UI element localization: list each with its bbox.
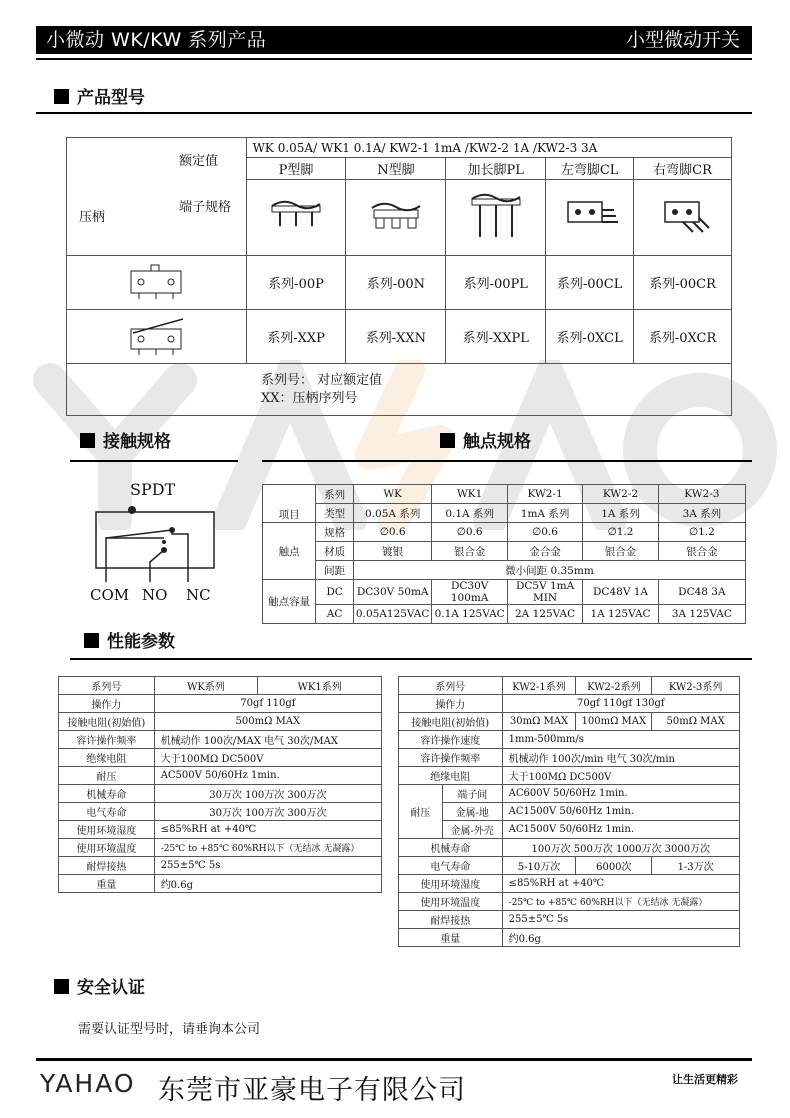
perf-label: 使用环境温度 <box>399 893 503 911</box>
handle-label: 压柄 <box>79 210 106 225</box>
perf-label: 操作力 <box>59 695 155 713</box>
section-title-performance: 性能参数 <box>84 632 175 652</box>
perf-sublabel: 金属-地 <box>442 803 502 821</box>
perf-value: AC600V 50/60Hz 1min. <box>502 785 739 803</box>
section-rule <box>36 112 752 114</box>
cr-terminal-image <box>634 180 732 256</box>
gap-value: 微小间距 0.35mm <box>353 561 745 580</box>
section-rule <box>70 658 752 660</box>
perf-value: 100mΩ MAX <box>576 713 652 731</box>
square-bullet-icon <box>84 633 99 648</box>
rated-label: 额定值 <box>179 154 219 169</box>
performance-table-left <box>58 676 382 893</box>
type-value: 0.05A 系列 <box>353 504 432 523</box>
section-title-model: 产品型号 <box>54 88 145 108</box>
square-bullet-icon <box>80 433 95 448</box>
type-value: 1mA 系列 <box>507 504 582 523</box>
series-value: KW2-3 <box>658 485 745 504</box>
ac-value: 3A 125VAC <box>658 605 745 624</box>
ac-label: AC <box>316 605 354 624</box>
perf-value: 50mΩ MAX <box>652 713 740 731</box>
perf-label: 机械寿命 <box>399 839 503 857</box>
perf-header: KW2-2系列 <box>576 677 652 695</box>
perf-value: 约0.6g <box>154 875 381 893</box>
model-code: 系列-0XCR <box>634 310 732 364</box>
perf-value: AC1500V 50/60Hz 1min. <box>502 803 739 821</box>
perf-header: KW2-3系列 <box>652 677 740 695</box>
section-rule <box>70 460 238 462</box>
perf-header: 系列号 <box>399 677 503 695</box>
spec-value: ∅0.6 <box>432 523 507 542</box>
perf-value: 大于100MΩ DC500V <box>502 767 739 785</box>
type-label: 类型 <box>316 504 354 523</box>
no-label: NO <box>142 586 168 604</box>
terminal-type: P型脚 <box>246 158 346 180</box>
terminal-type: N型脚 <box>346 158 446 180</box>
ac-value: 0.05A125VAC <box>353 605 432 624</box>
header-right-title: 小型微动开关 <box>625 29 740 51</box>
header-bar <box>36 26 752 54</box>
pl-terminal-image <box>446 180 546 256</box>
perf-label: 使用环境温度 <box>59 839 155 857</box>
header-divider <box>36 58 752 60</box>
company-logo: YAHAO <box>40 1069 136 1098</box>
section-title-safety: 安全认证 <box>54 978 145 998</box>
perf-value: 5-10万次 <box>502 857 576 875</box>
perf-label: 操作力 <box>399 695 503 713</box>
perf-sublabel: 端子间 <box>442 785 502 803</box>
perf-value: 6000次 <box>576 857 652 875</box>
perf-label: 接触电阻(初始值) <box>399 713 503 731</box>
perf-value: 约0.6g <box>502 929 739 947</box>
series-value: WK <box>353 485 432 504</box>
perf-value: 30万次 100万次 300万次 <box>154 785 381 803</box>
switch-image-lever <box>67 310 247 364</box>
perf-value: AC1500V 50/60Hz 1min. <box>502 821 739 839</box>
model-code: 系列-00N <box>346 256 446 310</box>
model-code: 系列-XXP <box>246 310 346 364</box>
switch-image-plain <box>67 256 247 310</box>
p-terminal-image <box>246 180 346 256</box>
material-label: 材质 <box>316 542 354 561</box>
perf-label: 耐压 <box>399 785 443 839</box>
section-title-contact: 接触规格 <box>80 432 171 452</box>
material-value: 银合金 <box>583 542 658 561</box>
dc-value: DC48V 1A <box>583 580 658 605</box>
perf-value: AC500V 50/60Hz 1min. <box>154 767 381 785</box>
dc-value: DC30V 100mA <box>432 580 507 605</box>
cl-terminal-image <box>546 180 634 256</box>
slogan: 让生活更精彩 <box>672 1073 738 1086</box>
item-label: 项目 <box>263 485 316 523</box>
spec-value: ∅1.2 <box>583 523 658 542</box>
perf-label: 重量 <box>59 875 155 893</box>
material-value: 金合金 <box>507 542 582 561</box>
contact-label: 触点 <box>263 523 316 580</box>
spec-value: ∅0.6 <box>353 523 432 542</box>
series-value: WK1 <box>432 485 507 504</box>
perf-value: 大于100MΩ DC500V <box>154 749 381 767</box>
gap-label: 间距 <box>316 561 354 580</box>
type-value: 3A 系列 <box>658 504 745 523</box>
model-code: 系列-XXPL <box>446 310 546 364</box>
perf-label: 机械寿命 <box>59 785 155 803</box>
perf-label: 绝缘电阻 <box>59 749 155 767</box>
perf-label: 耐压 <box>59 767 155 785</box>
perf-value: 1-3万次 <box>652 857 740 875</box>
model-table <box>66 137 732 416</box>
dc-value: DC48 3A <box>658 580 745 605</box>
model-note: 系列号： 对应额定值 XX：压柄序列号 <box>67 364 732 416</box>
perf-header: 系列号 <box>59 677 155 695</box>
square-bullet-icon <box>54 979 69 994</box>
perf-label: 接触电阻(初始值) <box>59 713 155 731</box>
dc-label: DC <box>316 580 354 605</box>
company-name: 东莞市亚豪电子有限公司 <box>158 1075 466 1106</box>
perf-value: -25℃ to +85℃ 60%RH以下（无结冰 无凝露） <box>502 893 739 911</box>
perf-value: 机械动作 100次/min 电气 30次/min <box>502 749 739 767</box>
terminal-label: 端子规格 <box>179 200 232 215</box>
perf-value: 255±5℃ 5s <box>154 857 381 875</box>
capacity-label: 触点容量 <box>263 580 316 624</box>
perf-header: WK1系列 <box>258 677 382 695</box>
n-terminal-image <box>346 180 446 256</box>
nc-label: NC <box>186 586 211 604</box>
model-code: 系列-0XCL <box>546 310 634 364</box>
model-code: 系列-00CR <box>634 256 732 310</box>
model-header-cell <box>67 138 247 256</box>
perf-label: 电气寿命 <box>59 803 155 821</box>
spec-value: ∅0.6 <box>507 523 582 542</box>
square-bullet-icon <box>54 89 69 104</box>
perf-value: -25℃ to +85℃ 60%RH以下（无结冰 无凝露） <box>154 839 381 857</box>
perf-value: 30mΩ MAX <box>502 713 576 731</box>
perf-label: 耐焊接热 <box>399 911 503 929</box>
perf-label: 电气寿命 <box>399 857 503 875</box>
model-code: 系列-00CL <box>546 256 634 310</box>
section-title-contact-point: 触点规格 <box>440 432 531 452</box>
footer-divider <box>36 1058 752 1061</box>
spdt-title: SPDT <box>130 480 176 499</box>
perf-label: 绝缘电阻 <box>399 767 503 785</box>
perf-value: 100万次 500万次 1000万次 3000万次 <box>502 839 739 857</box>
perf-label: 重量 <box>399 929 503 947</box>
perf-label: 使用环境湿度 <box>399 875 503 893</box>
type-value: 1A 系列 <box>583 504 658 523</box>
perf-value: 70gf 110gf 130gf <box>502 695 739 713</box>
perf-sublabel: 金属-外壳 <box>442 821 502 839</box>
model-code: 系列-00PL <box>446 256 546 310</box>
perf-value: 255±5℃ 5s <box>502 911 739 929</box>
perf-value: ≤85%RH at +40℃ <box>154 821 381 839</box>
com-label: COM <box>90 586 130 604</box>
series-label: 系列 <box>316 485 354 504</box>
contact-table <box>262 484 746 624</box>
perf-label: 使用环境湿度 <box>59 821 155 839</box>
ac-value: 1A 125VAC <box>583 605 658 624</box>
square-bullet-icon <box>440 433 455 448</box>
rated-value: WK 0.05A/ WK1 0.1A/ KW2-1 1mA /KW2-2 1A /KW2-3 3A <box>246 138 731 158</box>
dc-value: DC5V 1mA MIN <box>507 580 582 605</box>
spec-value: ∅1.2 <box>658 523 745 542</box>
perf-header: KW2-1系列 <box>502 677 576 695</box>
ac-value: 0.1A 125VAC <box>432 605 507 624</box>
perf-label: 容许操作速度 <box>399 731 503 749</box>
safety-text: 需要认证型号时，请垂询本公司 <box>78 1022 261 1037</box>
model-code: 系列-00P <box>246 256 346 310</box>
dc-value: DC30V 50mA <box>353 580 432 605</box>
perf-value: 30万次 100万次 300万次 <box>154 803 381 821</box>
material-value: 银合金 <box>658 542 745 561</box>
series-value: KW2-2 <box>583 485 658 504</box>
perf-value: 机械动作 100次/MAX 电气 30次/MAX <box>154 731 381 749</box>
type-value: 0.1A 系列 <box>432 504 507 523</box>
perf-header: WK系列 <box>154 677 258 695</box>
section-rule <box>262 460 752 462</box>
header-left-title: 小微动 WK/KW 系列产品 <box>46 29 267 51</box>
material-value: 镀银 <box>353 542 432 561</box>
model-code: 系列-XXN <box>346 310 446 364</box>
performance-table-right <box>398 676 740 947</box>
perf-value: ≤85%RH at +40℃ <box>502 875 739 893</box>
perf-label: 耐焊接热 <box>59 857 155 875</box>
perf-label: 容许操作频率 <box>399 749 503 767</box>
series-value: KW2-1 <box>507 485 582 504</box>
ac-value: 2A 125VAC <box>507 605 582 624</box>
perf-label: 容许操作频率 <box>59 731 155 749</box>
perf-value: 70gf 110gf <box>154 695 381 713</box>
terminal-type: 加长脚PL <box>446 158 546 180</box>
terminal-type: 左弯脚CL <box>546 158 634 180</box>
material-value: 银合金 <box>432 542 507 561</box>
spec-label: 规格 <box>316 523 354 542</box>
perf-value: 500mΩ MAX <box>154 713 381 731</box>
terminal-type: 右弯脚CR <box>634 158 732 180</box>
perf-value: 1mm-500mm/s <box>502 731 739 749</box>
